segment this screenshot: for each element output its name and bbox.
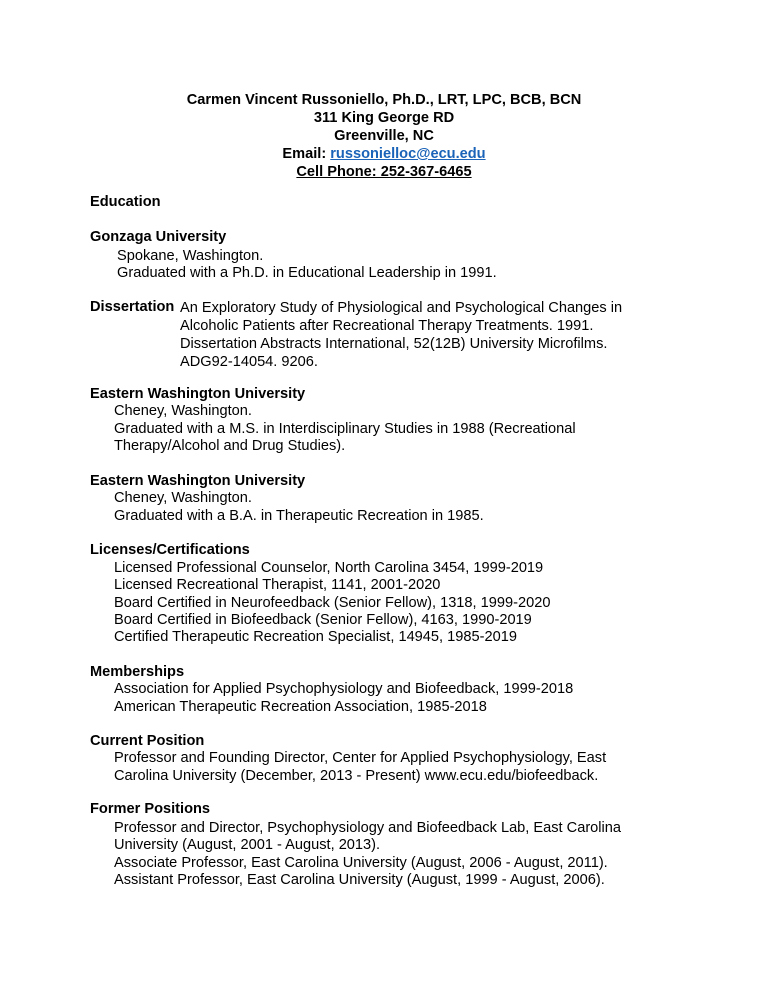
- former-position-line: Associate Professor, East Carolina University (August, 2006 - August, 2011).: [114, 855, 608, 871]
- former-position-line: Assistant Professor, East Carolina University (August, 1999 - August, 2006).: [114, 872, 605, 888]
- license-item: Licensed Recreational Therapist, 1141, 2001-2020: [114, 577, 441, 593]
- current-position-line: Professor and Founding Director, Center for Applied Psychophysiology, East: [114, 750, 607, 766]
- dissertation-line: Alcoholic Patients after Recreational Therapy Treatments. 1991.: [180, 318, 594, 334]
- gonzaga-location: Spokane, Washington.: [117, 248, 264, 264]
- resume-header: [0, 91, 768, 181]
- email-line: [0, 145, 768, 163]
- license-item: Board Certified in Biofeedback (Senior Fellow), 4163, 1990-2019: [114, 612, 532, 628]
- gonzaga-name: Gonzaga University: [90, 229, 227, 245]
- ewu-ms-name: Eastern Washington University: [90, 386, 306, 402]
- license-item: Certified Therapeutic Recreation Specialist, 14945, 1985-2019: [114, 629, 517, 645]
- former-position-line: Professor and Director, Psychophysiology and Biofeedback Lab, East Carolina: [114, 820, 622, 836]
- email-link[interactable]: russonielloc@ecu.edu: [330, 146, 486, 162]
- education-heading: Education: [90, 194, 161, 210]
- city-line: Greenville, NC: [334, 128, 434, 144]
- applicant-name: Carmen Vincent Russoniello, Ph.D., LRT, LPC, BCB, BCN: [186, 92, 582, 108]
- license-item: Board Certified in Neurofeedback (Senior Fellow), 1318, 1999-2020: [114, 595, 551, 611]
- former-position-line: University (August, 2001 - August, 2013).: [114, 837, 381, 853]
- dissertation-text: [180, 299, 622, 371]
- ewu-ms-location: Cheney, Washington.: [114, 403, 252, 419]
- licenses-heading: Licenses/Certifications: [90, 542, 250, 558]
- ewu-ba-name: Eastern Washington University: [90, 473, 306, 489]
- ewu-ms-line: Graduated with a M.S. in Interdisciplinary Studies in 1988 (Recreational: [114, 421, 576, 437]
- former-positions-heading: Former Positions: [90, 801, 211, 817]
- memberships-heading: Memberships: [90, 664, 185, 680]
- email-label: Email:: [282, 146, 327, 162]
- current-position-line: Carolina University (December, 2013 - Present) www.ecu.edu/biofeedback.: [114, 768, 599, 784]
- license-item: Licensed Professional Counselor, North Carolina 3454, 1999-2019: [114, 560, 544, 576]
- membership-item: Association for Applied Psychophysiology and Biofeedback, 1999-2018: [114, 681, 574, 697]
- ewu-ms-line: Therapy/Alcohol and Drug Studies).: [114, 438, 346, 454]
- address-line: 311 King George RD: [313, 110, 455, 126]
- ewu-ba-degree: Graduated with a B.A. in Therapeutic Recreation in 1985.: [114, 508, 484, 524]
- dissertation-line: An Exploratory Study of Physiological and Psychological Changes in: [180, 300, 623, 316]
- dissertation-line: Dissertation Abstracts International, 52(12B) University Microfilms.: [180, 336, 608, 352]
- phone-line: Cell Phone: 252-367-6465: [296, 164, 472, 180]
- dissertation-label: Dissertation: [90, 299, 175, 315]
- current-position-heading: Current Position: [90, 733, 205, 749]
- dissertation-line: ADG92-14054. 9206.: [180, 354, 318, 370]
- membership-item: American Therapeutic Recreation Association, 1985-2018: [114, 699, 487, 715]
- ewu-ba-location: Cheney, Washington.: [114, 490, 252, 506]
- gonzaga-degree: Graduated with a Ph.D. in Educational Leadership in 1991.: [117, 265, 497, 281]
